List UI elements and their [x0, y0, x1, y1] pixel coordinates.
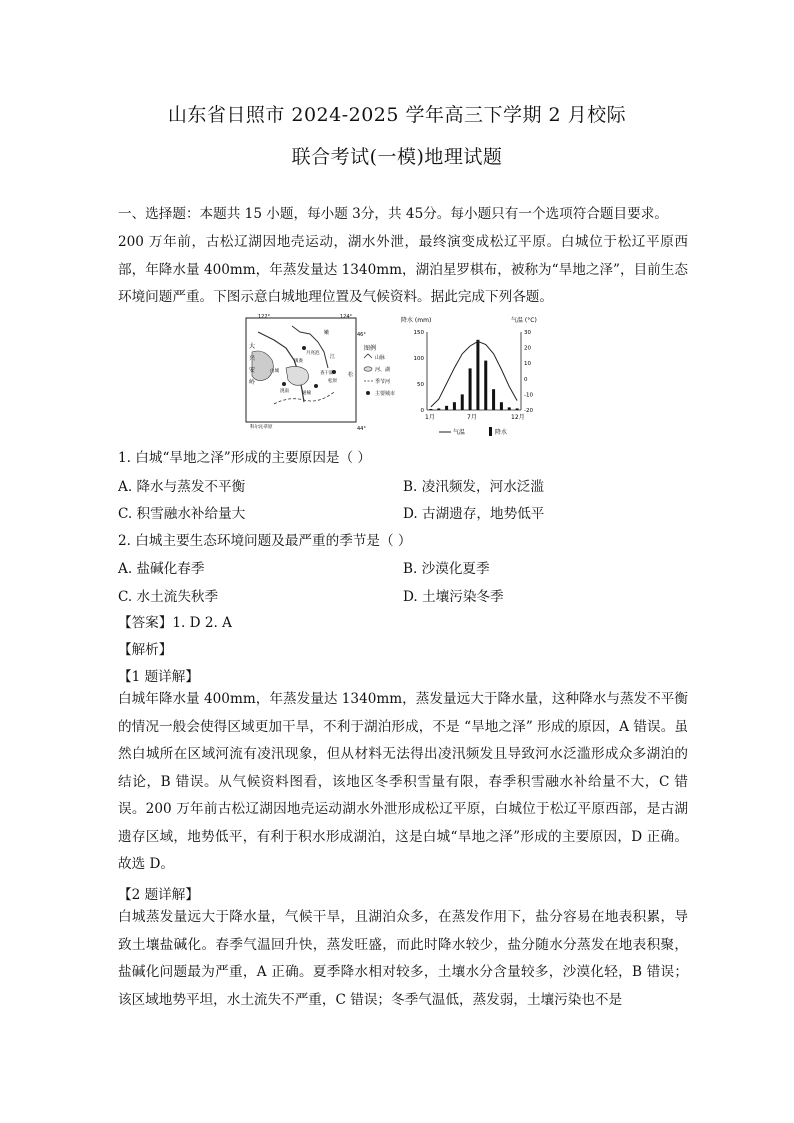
q1-stem: 1. 白城“旱地之泽”形成的主要原因是（ ） — [118, 450, 372, 466]
map-label: 兴 — [249, 355, 256, 362]
precip-bar — [508, 407, 511, 410]
q2-option-a[interactable]: A. 盐碱化春季 — [118, 561, 205, 577]
climate-chart — [399, 312, 549, 440]
precip-bar — [453, 402, 456, 410]
precip-bar — [469, 368, 472, 410]
temperature-curve — [431, 341, 517, 407]
figure — [244, 312, 550, 440]
q1-option-d[interactable]: D. 古湖遗存，地势低平 — [403, 506, 545, 522]
map-label: 月亮泡 — [306, 351, 320, 356]
legend-precip-bar — [489, 427, 492, 436]
legend-precip-label: 降水 — [495, 429, 508, 436]
left-axis-label: 降水 (mm) — [401, 317, 432, 324]
city-icon — [366, 391, 370, 395]
map-label: 镇赉 — [294, 359, 303, 364]
legend-temp-label: 气温 — [453, 429, 466, 436]
right-tick-label: 10 — [524, 361, 531, 368]
right-tick-label: -20 — [524, 408, 533, 414]
map-label: 科尔沁草原 — [250, 425, 273, 430]
precip-bar — [429, 409, 432, 410]
map-label: 岭 — [249, 379, 256, 386]
map-label: 松原 — [328, 379, 337, 384]
mountain-icon — [364, 354, 372, 358]
right-axis-label: 气温 (°C) — [511, 317, 537, 324]
right-tick-label: 20 — [524, 345, 531, 352]
map-label: 安 — [249, 367, 256, 374]
q2-option-d[interactable]: D. 土壤污染冬季 — [403, 589, 504, 605]
legend-item: 河、湖 — [375, 367, 391, 373]
precip-bar — [484, 361, 487, 410]
map-lat-top: 46° — [357, 332, 366, 338]
left-tick-label: 0 — [420, 408, 424, 414]
right-tick-label: 0 — [524, 376, 528, 383]
legend-title: 图例 — [364, 345, 377, 352]
q2-option-c[interactable]: C. 水土流失秋季 — [118, 589, 219, 605]
map-label: 通榆 — [302, 391, 311, 396]
analysis-label: 【解析】 — [118, 642, 173, 658]
right-tick-label: 30 — [524, 330, 531, 336]
legend-item: 季节河 — [375, 379, 391, 385]
q1-option-a[interactable]: A. 降水与蒸发不平衡 — [118, 479, 246, 495]
right-tick-label: -10 — [524, 392, 533, 399]
month-label-dec: 12月 — [511, 414, 525, 421]
section-heading: 一、选择题：本题共 15 小题，每小题 3分，共 45分。每小题只有一个选项符合题目要求。 — [118, 206, 668, 222]
left-tick-label: 50 — [417, 382, 424, 388]
detail-1-label: 【1 题详解】 — [118, 669, 199, 685]
q2-option-b[interactable]: B. 沙漠化夏季 — [403, 561, 490, 577]
location-map — [244, 312, 366, 432]
map-label: 嫩 — [324, 330, 330, 336]
left-tick-label: 100 — [413, 356, 424, 362]
precip-bar — [492, 389, 495, 410]
precip-bar — [445, 406, 448, 410]
city-dot — [302, 346, 306, 350]
precip-bar — [516, 408, 519, 410]
q2-stem: 2. 白城主要生态环境问题及最严重的季节是（ ） — [118, 533, 412, 549]
detail-1-text: 白城年降水量 400mm，年蒸发量达 1340mm，蒸发量远大于降水量，这种降水与蒸发不平衡的情况一般会使得区域更加干旱，不利于湖泊形成，不是 “旱地之泽” 形成的原因，A 错误。虽然白城所在区域河流有凌汛现象，但从材料无法得出凌汛频发且导致河水泛滥形成众多湖泊的结论，B 错误。从气候资料图看，该地区冬季积雪量有限，春季积雪融水补给量不大，C 错误。200 万年前古松辽湖因地壳运动湖水外泄形成松辽平原，白城位于松辽平原西部，是古湖遗存区域，地势低平，有利于积水形成湖泊，这是白城“旱地之泽”形成的主要原因，D 正确。故选 D。 — [118, 691, 688, 872]
city-dot — [314, 384, 318, 388]
left-tick-label: 150 — [413, 330, 424, 336]
page-title-line2: 联合考试(一模)地理试题 — [291, 146, 503, 168]
map-label: 江 — [330, 354, 336, 360]
q1-option-b[interactable]: B. 凌汛频发，河水泛滥 — [403, 479, 544, 495]
detail-2-text: 白城蒸发量远大于降水量，气候干旱，且湖泊众多，在蒸发作用下，盐分容易在地表积累，导致土壤盐碱化。春季气温回升快，蒸发旺盛，而此时降水较少，盐分随水分蒸发在地表积聚，盐碱化问题最为严重，A 正确。夏季降水相对较多，土壤水分含量较多，沙漠化轻，B 错误；该区域地势平坦，水土流失不严重，C 错误；冬季气温低，蒸发弱，土壤污染也不是 — [118, 909, 688, 1008]
answer: 【答案】1. D 2. A — [118, 615, 232, 631]
map-lon-right: 124° — [340, 314, 353, 320]
material-text: 200 万年前，古松辽湖因地壳运动，湖水外泄，最终演变成松辽平原。白城位于松辽平原西部，年降水量 400mm，年蒸发量达 1340mm，湖泊星罗棋布，被称为“旱地之泽”，目前生态环境问题严重。下图示意白城地理位置及气候资料。据此完成下列各题。 — [118, 234, 688, 305]
month-label-jan: 1月 — [425, 414, 435, 421]
precip-bar — [437, 408, 440, 410]
q1-option-c[interactable]: C. 积雪融水补给量大 — [118, 506, 246, 522]
precip-bar — [461, 394, 464, 410]
map-label: 洮南 — [280, 389, 289, 394]
precip-bar — [500, 402, 503, 410]
map-legend — [362, 342, 402, 402]
page-title-line1: 山东省日照市 2024-2025 学年高三下学期 2 月校际 — [167, 104, 627, 126]
legend-item: 山脉 — [375, 355, 386, 361]
map-lat-bottom: 44° — [357, 426, 366, 432]
city-dot — [282, 382, 286, 386]
map-label: 大 — [249, 343, 256, 350]
precip-bar — [476, 340, 479, 410]
map-label: 松 — [348, 372, 354, 378]
map-lon-left: 122° — [258, 314, 271, 320]
lake-icon — [364, 367, 372, 371]
legend-item: 主要城市 — [375, 391, 396, 397]
detail-2-label: 【2 题详解】 — [118, 887, 199, 903]
map-label: 查干湖 — [320, 371, 334, 376]
month-label-jul: 7月 — [467, 414, 477, 421]
map-label: 白城 — [270, 369, 279, 374]
